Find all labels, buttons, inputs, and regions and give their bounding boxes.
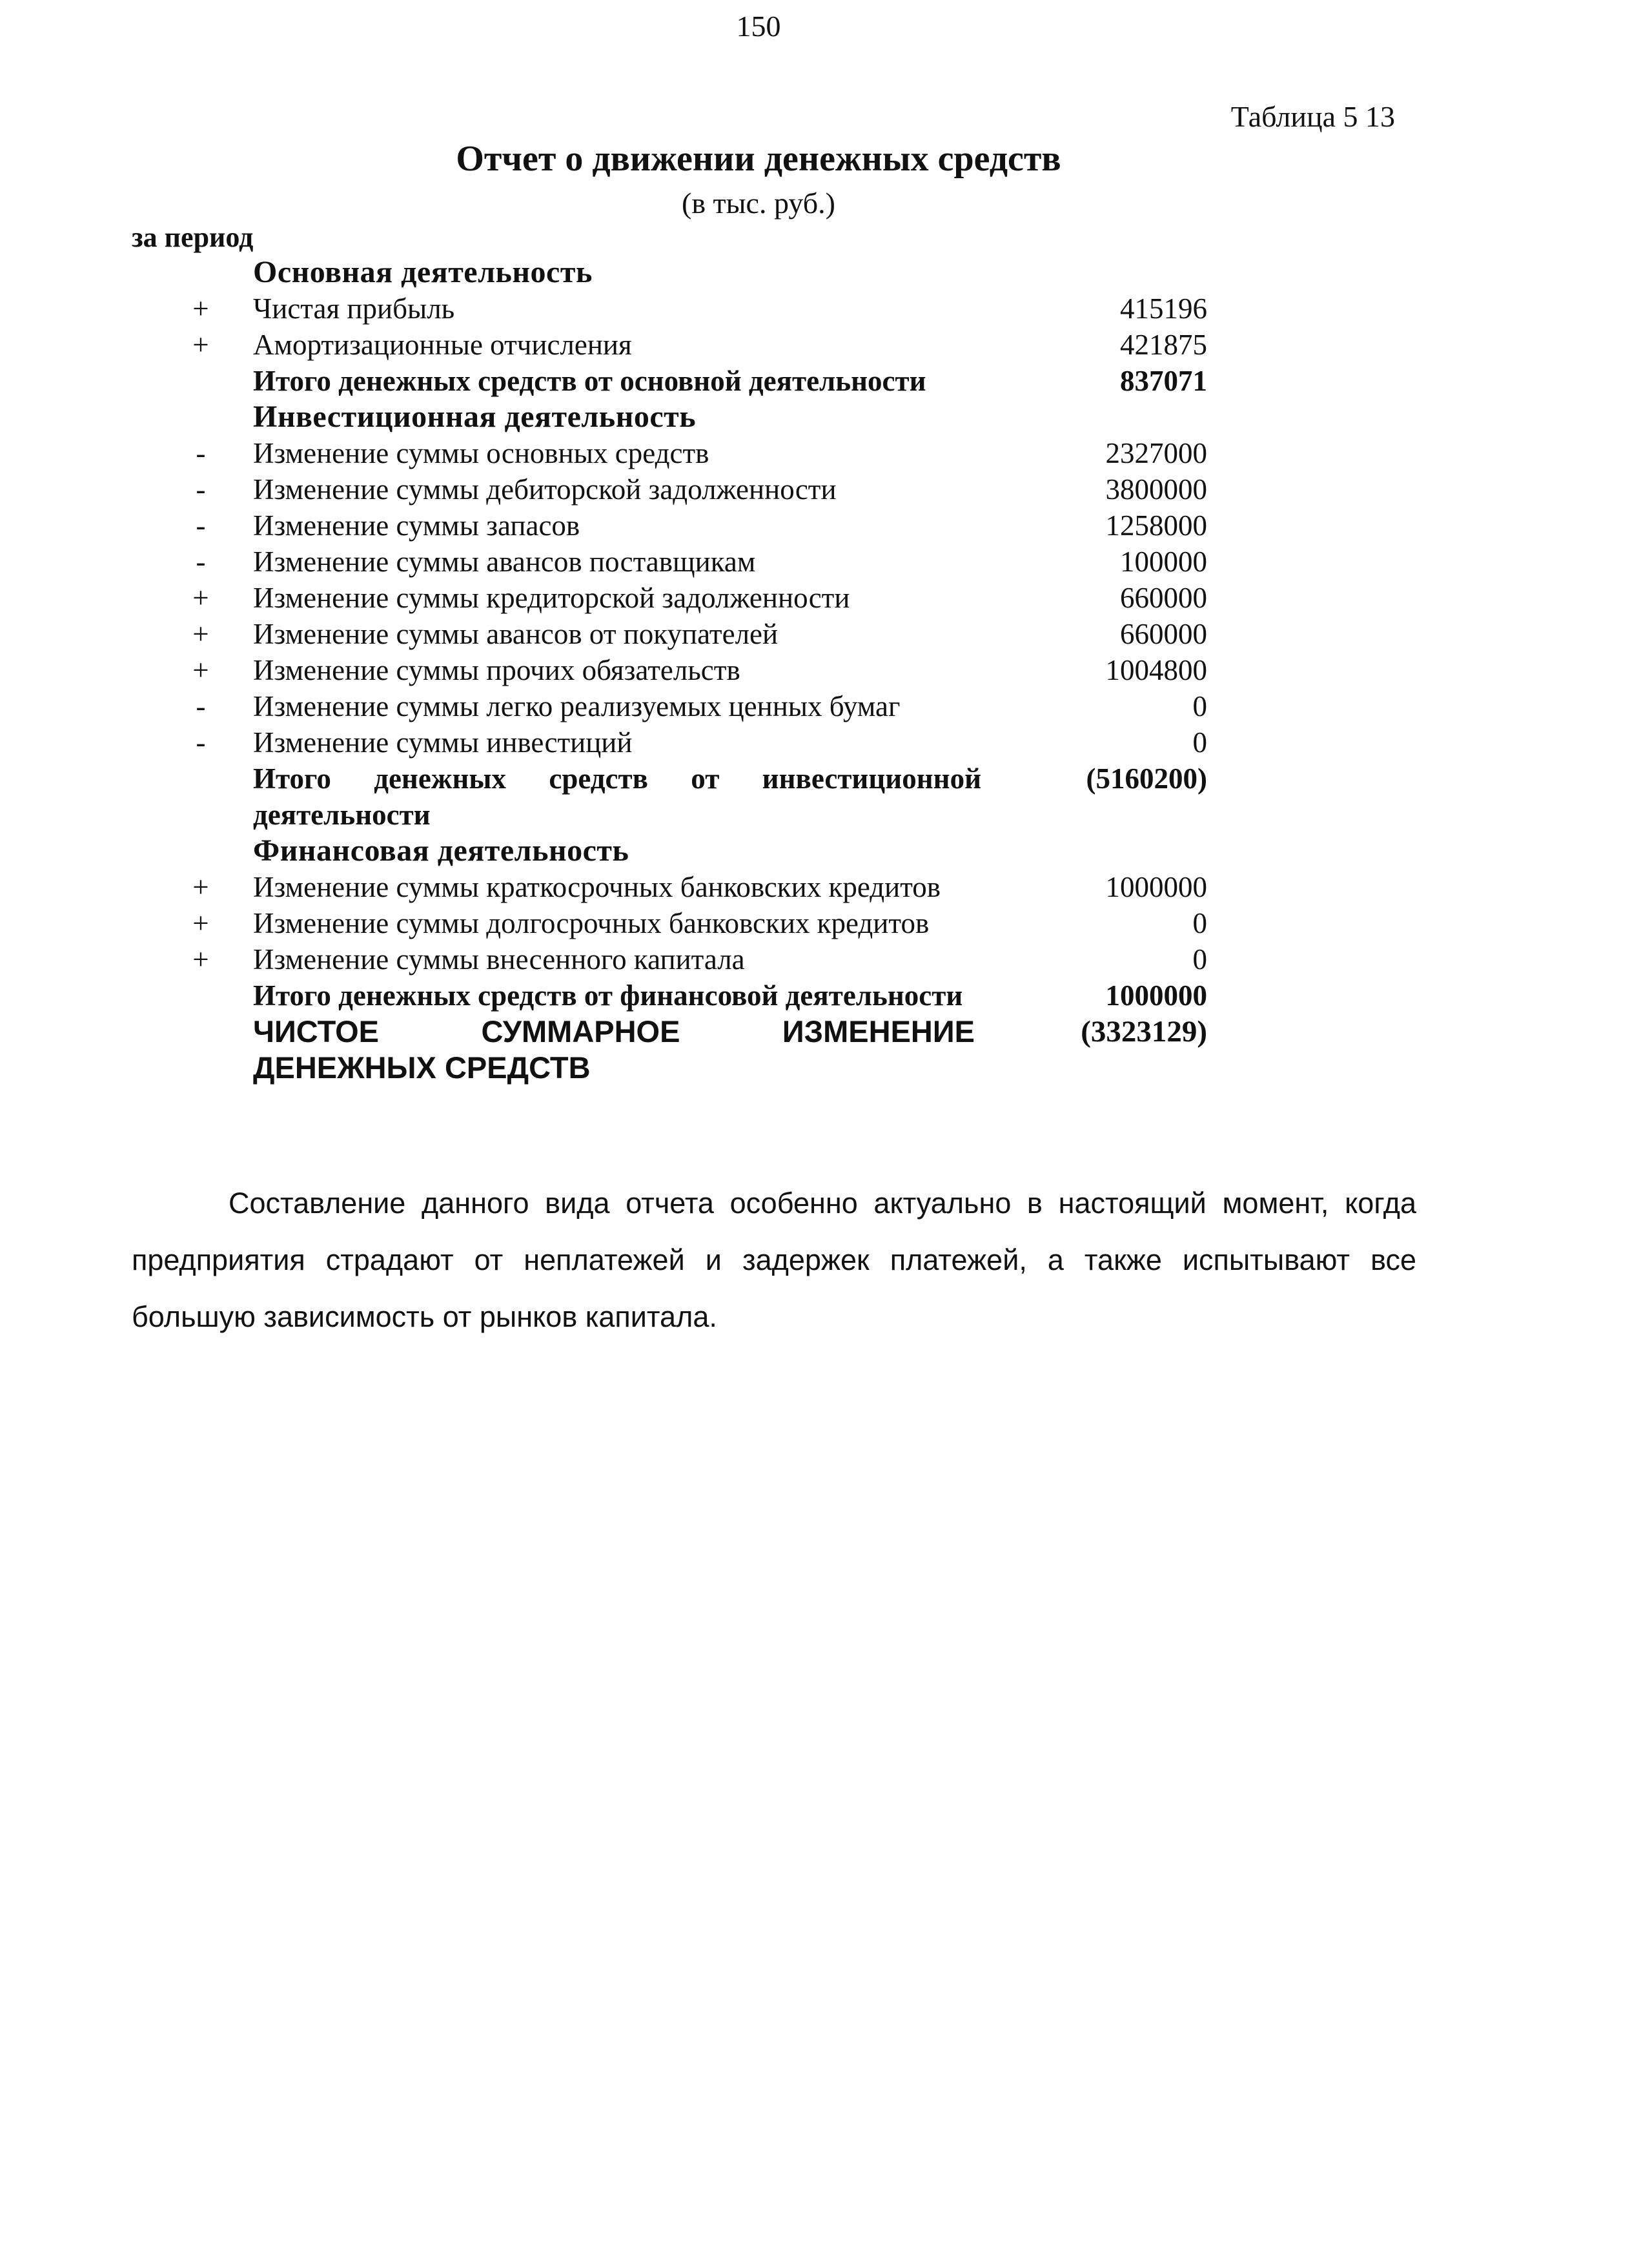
cash-flow-table-body bbox=[148, 254, 1207, 1086]
line-item-row bbox=[148, 580, 1207, 616]
row-value: 0 bbox=[1192, 726, 1207, 759]
row-sign bbox=[148, 1014, 253, 1086]
period-label: за период bbox=[132, 221, 254, 253]
row-label: Изменение суммы авансов поставщикам bbox=[253, 546, 756, 578]
row-sign: + bbox=[192, 907, 209, 939]
row-value bbox=[981, 254, 1207, 291]
line-item-row bbox=[148, 435, 1207, 471]
row-label: Изменение суммы авансов от покупателей bbox=[253, 618, 779, 650]
line-item-row bbox=[148, 291, 1207, 327]
row-value: 660000 bbox=[1120, 618, 1207, 650]
line-item-row bbox=[148, 544, 1207, 580]
row-sign: + bbox=[192, 329, 209, 361]
row-label: Изменение суммы долгосрочных банковских кредитов bbox=[253, 907, 930, 939]
row-label: Итого денежных средств от инвестиционной деятельности bbox=[253, 762, 981, 831]
row-label: Основная деятельность bbox=[253, 255, 593, 289]
row-label: Итого денежных средств от финансовой деятельности bbox=[253, 979, 963, 1012]
row-label: Изменение суммы легко реализуемых ценных бумаг bbox=[253, 690, 901, 722]
row-value bbox=[981, 833, 1207, 869]
row-sign: - bbox=[196, 690, 206, 722]
line-item-row bbox=[148, 616, 1207, 652]
row-label: Изменение суммы дебиторской задолженности bbox=[253, 473, 837, 506]
row-sign: + bbox=[192, 943, 209, 976]
report-subtitle: (в тыс. руб.) bbox=[682, 187, 835, 220]
row-sign bbox=[148, 399, 253, 435]
section-heading-row bbox=[148, 254, 1207, 291]
row-sign bbox=[148, 363, 253, 399]
row-value: 1258000 bbox=[1105, 509, 1207, 542]
row-value: 0 bbox=[1192, 690, 1207, 722]
row-value: 3800000 bbox=[1105, 473, 1207, 506]
report-title: Отчет о движении денежных средств bbox=[456, 139, 1061, 179]
section-heading-row bbox=[148, 399, 1207, 435]
row-sign bbox=[148, 761, 253, 833]
row-sign: + bbox=[192, 654, 209, 686]
subtotal-row bbox=[148, 363, 1207, 399]
row-value: 2327000 bbox=[1105, 437, 1207, 469]
row-label: Изменение суммы краткосрочных банковских кредитов bbox=[253, 871, 941, 903]
subtotal-row bbox=[148, 761, 1207, 833]
row-value: 1004800 bbox=[1105, 654, 1207, 686]
row-label: Инвестиционная деятельность bbox=[253, 400, 697, 434]
line-item-row bbox=[148, 905, 1207, 941]
row-value: (5160200) bbox=[1086, 762, 1207, 795]
line-item-row bbox=[148, 652, 1207, 688]
cash-flow-table bbox=[148, 254, 1207, 1086]
row-label: Изменение суммы кредиторской задолженности bbox=[253, 582, 850, 614]
line-item-row bbox=[148, 327, 1207, 363]
line-item-row bbox=[148, 724, 1207, 761]
row-label: Изменение суммы внесенного капитала bbox=[253, 943, 745, 976]
row-sign: + bbox=[192, 292, 209, 325]
row-value: 0 bbox=[1192, 943, 1207, 976]
row-value: 0 bbox=[1192, 907, 1207, 939]
row-sign: - bbox=[196, 509, 206, 542]
net-change-row bbox=[148, 1014, 1207, 1086]
row-label: Изменение суммы основных средств bbox=[253, 437, 709, 469]
row-value: 1000000 bbox=[1105, 979, 1207, 1012]
line-item-row bbox=[148, 688, 1207, 724]
row-label: ЧИСТОЕ СУММАРНОЕ ИЗМЕНЕНИЕ ДЕНЕЖНЫХ СРЕДСТВ bbox=[253, 1014, 975, 1085]
row-label: Итого денежных средств от основной деятельности bbox=[253, 365, 926, 397]
row-value: 421875 bbox=[1120, 329, 1207, 361]
row-sign bbox=[148, 833, 253, 869]
line-item-row bbox=[148, 507, 1207, 544]
line-item-row bbox=[148, 471, 1207, 507]
row-sign: - bbox=[196, 546, 206, 578]
row-label: Чистая прибыль bbox=[253, 292, 455, 325]
page-number: 150 bbox=[736, 10, 781, 43]
line-item-row bbox=[148, 869, 1207, 905]
section-heading-row bbox=[148, 833, 1207, 869]
subtotal-row bbox=[148, 977, 1207, 1014]
row-sign: - bbox=[196, 473, 206, 506]
row-sign: + bbox=[192, 871, 209, 903]
row-sign: - bbox=[196, 726, 206, 759]
row-sign: + bbox=[192, 582, 209, 614]
row-sign: + bbox=[192, 618, 209, 650]
row-value: 100000 bbox=[1120, 546, 1207, 578]
row-value: 837071 bbox=[1120, 365, 1207, 397]
row-label: Изменение суммы запасов bbox=[253, 509, 580, 542]
row-value: 660000 bbox=[1120, 582, 1207, 614]
row-sign bbox=[148, 977, 253, 1014]
row-sign: - bbox=[196, 437, 206, 469]
row-value: (3323129) bbox=[1081, 1015, 1207, 1048]
row-label: Финансовая деятельность bbox=[253, 833, 629, 868]
row-value: 415196 bbox=[1120, 292, 1207, 325]
row-value bbox=[981, 399, 1207, 435]
table-caption: Таблица 5 13 bbox=[1230, 100, 1395, 133]
row-value: 1000000 bbox=[1105, 871, 1207, 903]
row-sign bbox=[148, 254, 253, 291]
line-item-row bbox=[148, 941, 1207, 977]
row-label: Изменение суммы инвестиций bbox=[253, 726, 633, 759]
row-label: Изменение суммы прочих обязательств bbox=[253, 654, 740, 686]
row-label: Амортизационные отчисления bbox=[253, 329, 632, 361]
body-paragraph: Составление данного вида отчета особенно актуально в настоящий момент, когда предприятия страдают от неплатежей и задержек платежей, а также испытывают все большую зависимость от рынков капитала. bbox=[132, 1187, 1416, 1333]
